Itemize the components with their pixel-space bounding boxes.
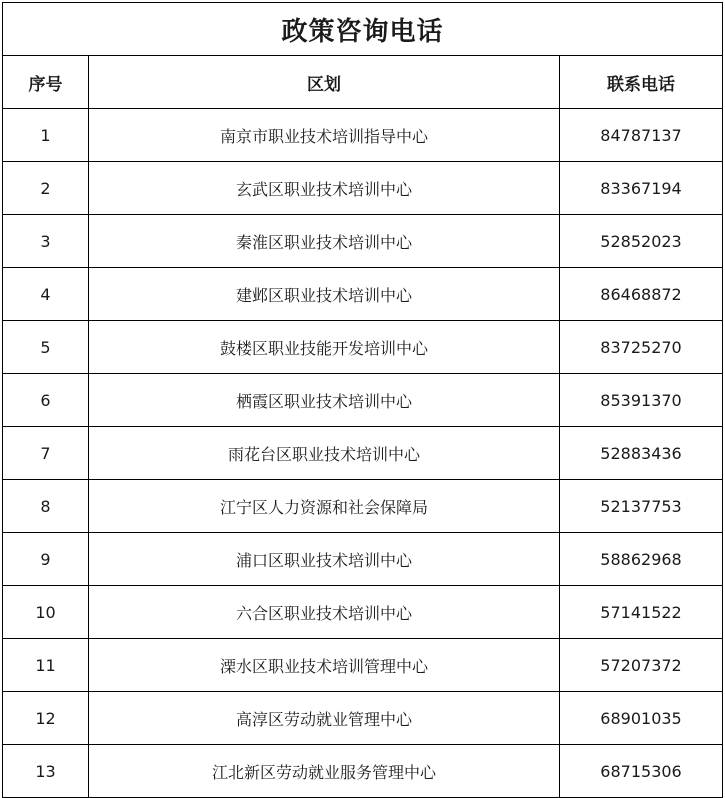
cell-phone: 85391370 bbox=[560, 374, 723, 427]
cell-phone: 52852023 bbox=[560, 215, 723, 268]
cell-number: 11 bbox=[3, 639, 89, 692]
table-row bbox=[3, 692, 723, 745]
table-row bbox=[3, 586, 723, 639]
cell-phone: 52137753 bbox=[560, 480, 723, 533]
table-row bbox=[3, 745, 723, 798]
table-row bbox=[3, 321, 723, 374]
title-row bbox=[3, 3, 723, 56]
table-row bbox=[3, 215, 723, 268]
cell-phone: 57141522 bbox=[560, 586, 723, 639]
cell-number: 7 bbox=[3, 427, 89, 480]
cell-number: 2 bbox=[3, 162, 89, 215]
cell-district: 鼓楼区职业技能开发培训中心 bbox=[89, 321, 560, 374]
cell-phone: 84787137 bbox=[560, 109, 723, 162]
cell-district: 江北新区劳动就业服务管理中心 bbox=[89, 745, 560, 798]
cell-district: 六合区职业技术培训中心 bbox=[89, 586, 560, 639]
cell-district: 高淳区劳动就业管理中心 bbox=[89, 692, 560, 745]
column-header-district: 区划 bbox=[89, 56, 560, 109]
cell-district: 秦淮区职业技术培训中心 bbox=[89, 215, 560, 268]
cell-phone: 68715306 bbox=[560, 745, 723, 798]
table-row bbox=[3, 480, 723, 533]
cell-number: 13 bbox=[3, 745, 89, 798]
column-header-phone: 联系电话 bbox=[560, 56, 723, 109]
table-row bbox=[3, 427, 723, 480]
cell-number: 6 bbox=[3, 374, 89, 427]
cell-phone: 83367194 bbox=[560, 162, 723, 215]
cell-district: 浦口区职业技术培训中心 bbox=[89, 533, 560, 586]
cell-number: 5 bbox=[3, 321, 89, 374]
cell-district: 雨花台区职业技术培训中心 bbox=[89, 427, 560, 480]
cell-district: 建邺区职业技术培训中心 bbox=[89, 268, 560, 321]
column-header-number: 序号 bbox=[3, 56, 89, 109]
table-row bbox=[3, 109, 723, 162]
table-row bbox=[3, 639, 723, 692]
cell-number: 1 bbox=[3, 109, 89, 162]
cell-phone: 52883436 bbox=[560, 427, 723, 480]
header-row bbox=[3, 56, 723, 109]
page-title: 政策咨询电话 bbox=[3, 3, 723, 56]
cell-phone: 86468872 bbox=[560, 268, 723, 321]
table-row bbox=[3, 533, 723, 586]
cell-number: 10 bbox=[3, 586, 89, 639]
cell-phone: 57207372 bbox=[560, 639, 723, 692]
cell-district: 江宁区人力资源和社会保障局 bbox=[89, 480, 560, 533]
cell-district: 南京市职业技术培训指导中心 bbox=[89, 109, 560, 162]
cell-phone: 83725270 bbox=[560, 321, 723, 374]
cell-district: 玄武区职业技术培训中心 bbox=[89, 162, 560, 215]
table-body bbox=[3, 109, 723, 798]
table-row bbox=[3, 162, 723, 215]
cell-number: 9 bbox=[3, 533, 89, 586]
cell-number: 12 bbox=[3, 692, 89, 745]
contact-table bbox=[2, 2, 723, 798]
policy-consultation-sheet bbox=[2, 2, 722, 798]
cell-number: 8 bbox=[3, 480, 89, 533]
cell-district: 溧水区职业技术培训管理中心 bbox=[89, 639, 560, 692]
table-row bbox=[3, 374, 723, 427]
cell-number: 4 bbox=[3, 268, 89, 321]
cell-phone: 58862968 bbox=[560, 533, 723, 586]
cell-phone: 68901035 bbox=[560, 692, 723, 745]
table-row bbox=[3, 268, 723, 321]
cell-district: 栖霞区职业技术培训中心 bbox=[89, 374, 560, 427]
cell-number: 3 bbox=[3, 215, 89, 268]
